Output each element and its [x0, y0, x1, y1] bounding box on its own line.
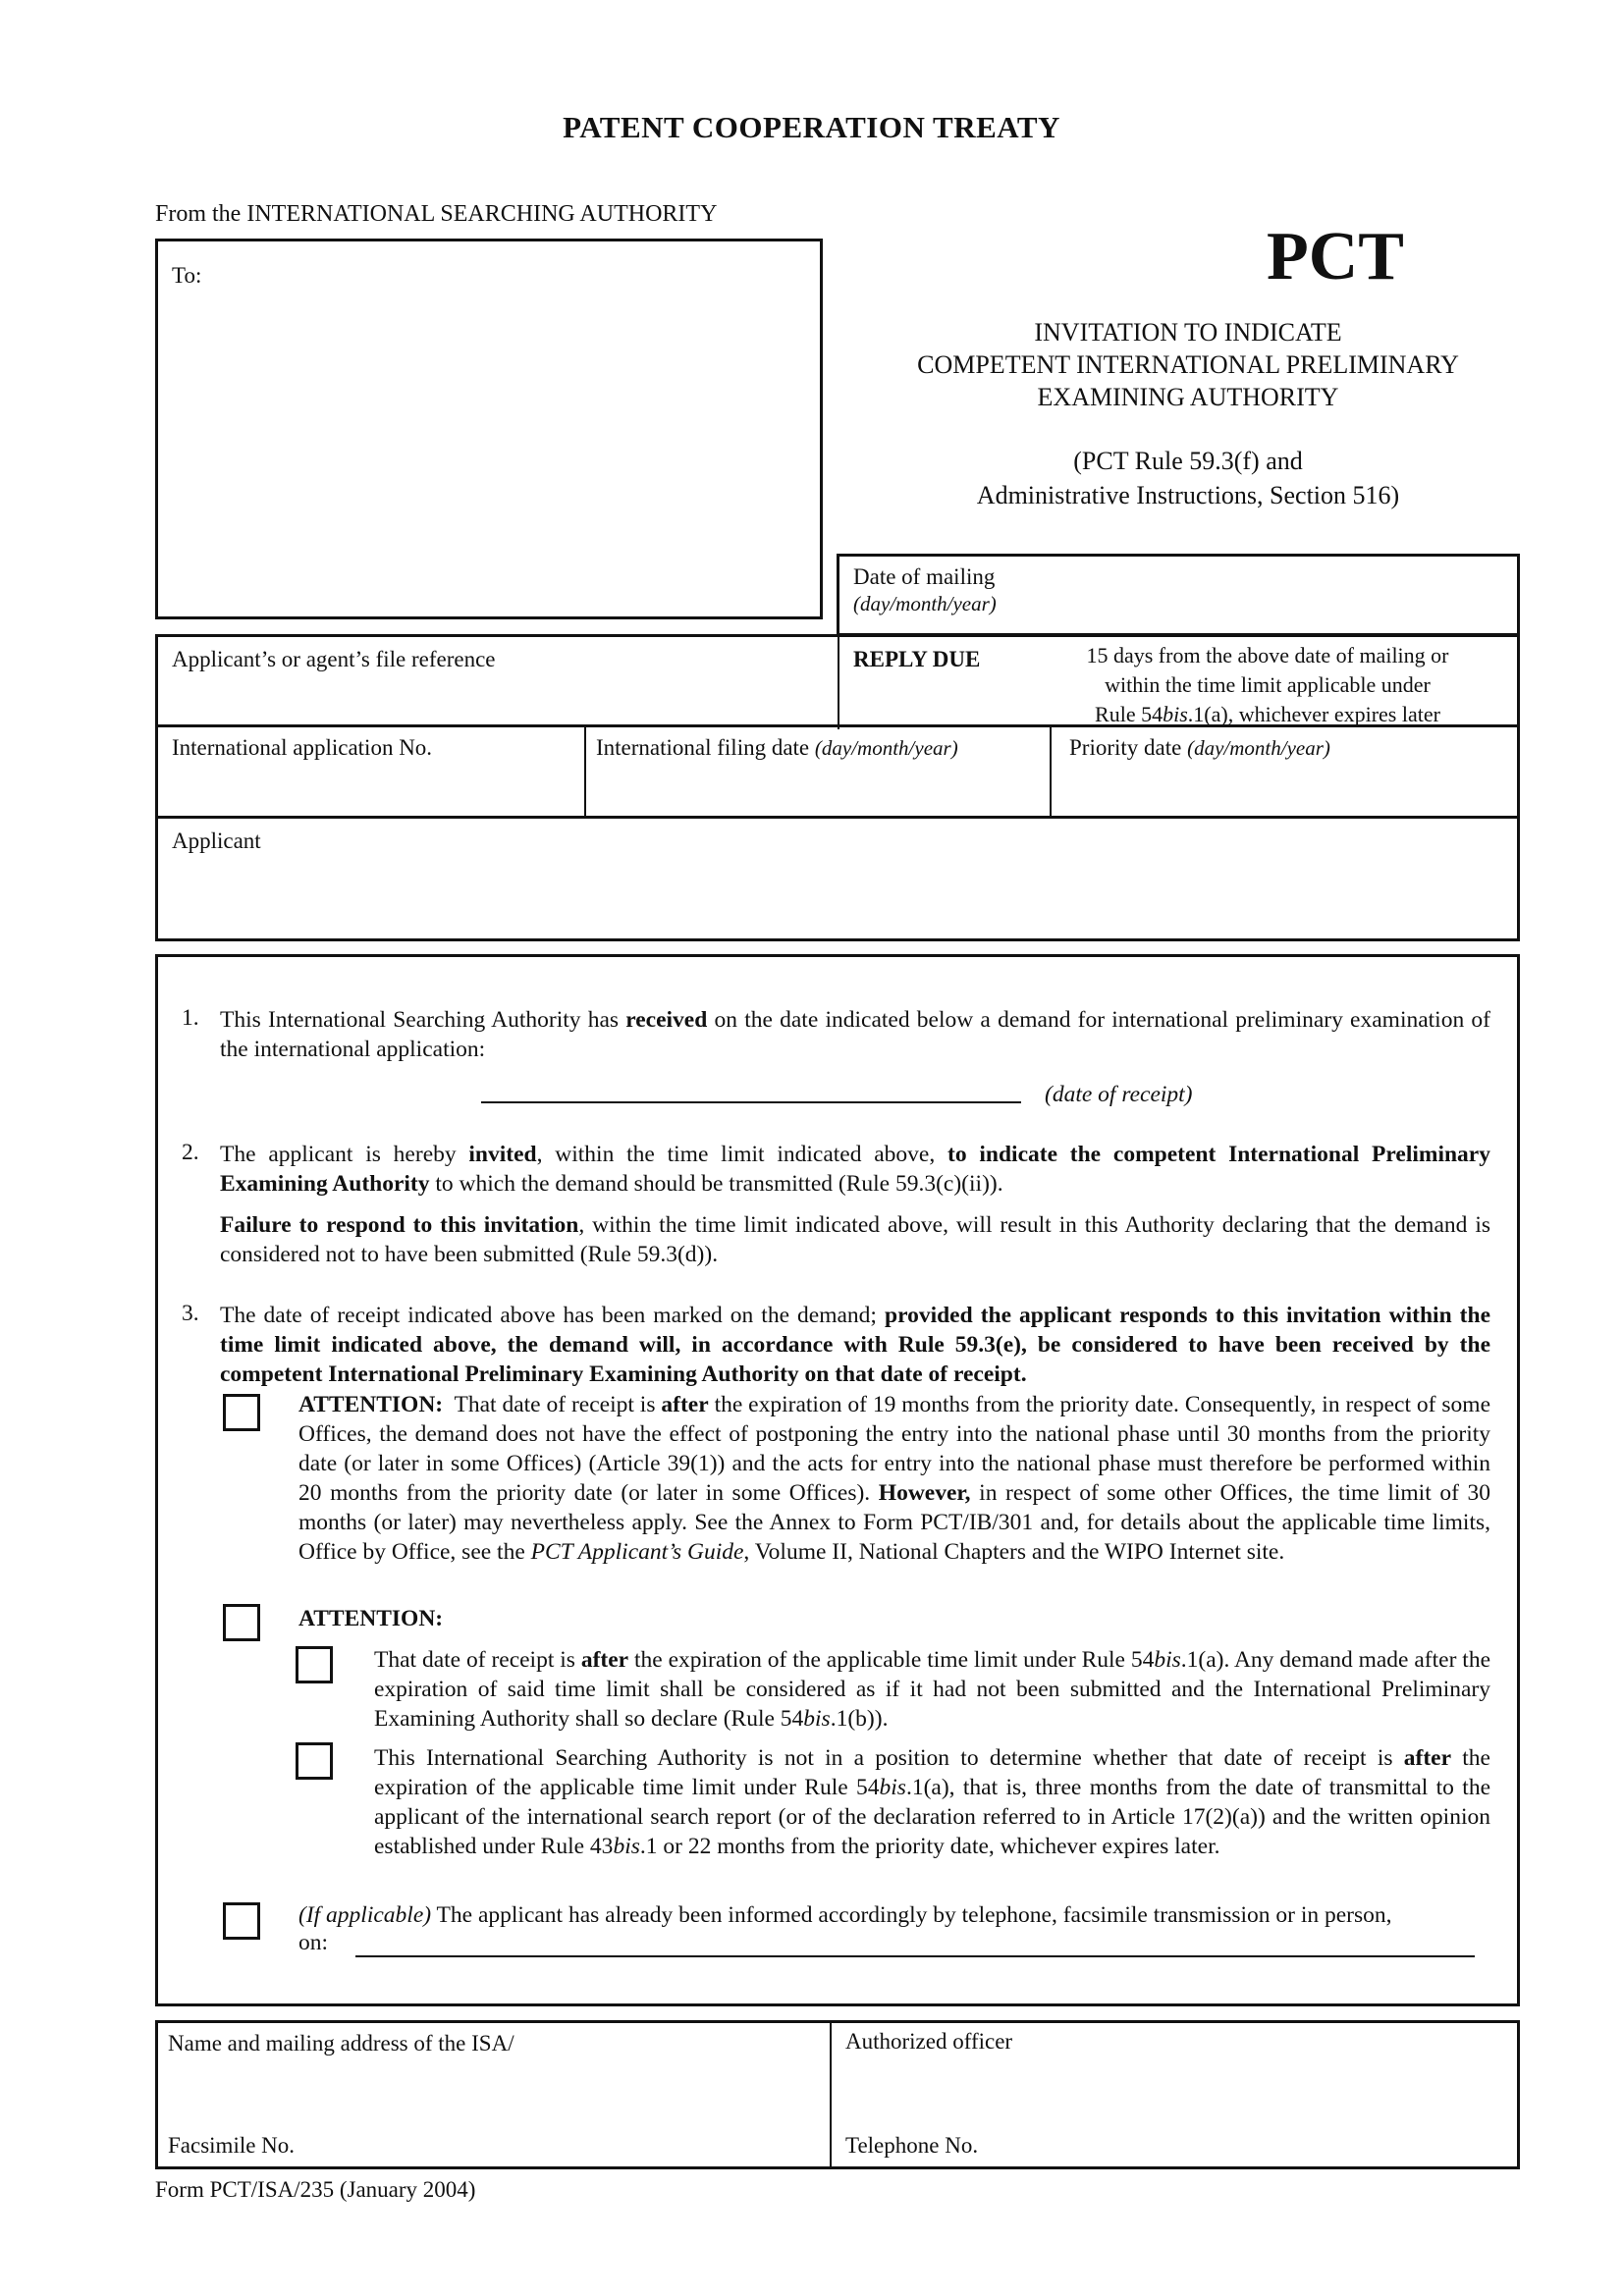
isa-address-label: Name and mailing address of the ISA/ [168, 2031, 514, 2056]
date-of-mailing-label: Date of mailing [853, 564, 996, 589]
row-divider [584, 727, 586, 818]
attention-label: ATTENTION: [298, 1606, 444, 1631]
text-span: , within the time limit indicated above, will result in this Authority declaring that the demand is considered not to have been submitted (Rule 59.3(d)). [220, 1212, 1490, 1267]
pct-logo-text: PCT [1267, 219, 1404, 294]
undetermined-text [374, 1743, 1490, 1861]
after-time-limit-checkbox[interactable] [296, 1646, 333, 1683]
authorized-officer-label: Authorized officer [845, 2029, 1013, 2054]
if-applicable-checkbox[interactable] [223, 1902, 260, 1940]
reply-due-label: REPLY DUE [853, 647, 981, 671]
rule-reference-line: Administrative Instructions, Section 516) [976, 481, 1400, 509]
form-title-line: COMPETENT INTERNATIONAL PRELIMINARY [917, 350, 1459, 379]
file-reference-row [155, 634, 1520, 726]
text-span: This International Searching Authority has [220, 1007, 620, 1033]
form-title-line: INVITATION TO INDICATE [1034, 318, 1342, 347]
row-divider [830, 2023, 832, 2168]
priority-date-text: Priority date [1069, 735, 1182, 760]
text-span: The applicant has already been informed accordingly by telephone, facsimile transmission or in person, [436, 1902, 1392, 1928]
bold-span: to indicate the competent International Preliminary Examining Authority [220, 1142, 1490, 1197]
text-span: , within the time limit indicated above, [536, 1142, 936, 1167]
bold-span: provided the applicant responds to this invitation within the time limit indicated above, the demand will, in accordance with Rule 59.3(e), be considered to have been received by the competent International Preliminary Examining Authority on that date of receipt. [220, 1303, 1490, 1387]
text-span: , Volume II, National Chapters and the WIPO Internet site. [743, 1539, 1285, 1565]
form-id: Form PCT/ISA/235 (January 2004) [155, 2177, 476, 2202]
italic-span: bis [613, 1834, 640, 1859]
informed-date-line[interactable] [355, 1955, 1475, 1957]
intl-filing-date-label [596, 735, 958, 761]
date-of-receipt-label: (date of receipt) [1045, 1082, 1193, 1107]
rule-reference-line: (PCT Rule 59.3(f) and [1073, 447, 1303, 475]
attention-19-months-text [298, 1390, 1490, 1567]
italic-span: bis [879, 1775, 906, 1800]
bold-span: after [580, 1647, 629, 1673]
text-span: That date of receipt is [374, 1647, 575, 1673]
row-divider [1050, 727, 1052, 818]
text-span: .1 or 22 months from the priority date, whichever expires later. [639, 1834, 1220, 1859]
form-title-line: EXAMINING AUTHORITY [1037, 383, 1339, 411]
priority-date-label [1069, 735, 1330, 761]
bold-span: invited [468, 1142, 537, 1167]
date-of-mailing-box[interactable] [837, 554, 1520, 636]
text-span: the expiration of the applicable time limit under Rule 54 [374, 1745, 1490, 1800]
bold-span: Failure to respond to this invitation [220, 1212, 579, 1238]
row-divider [838, 637, 839, 729]
bold-span: However, [878, 1480, 971, 1506]
filing-date-text: International filing date [596, 735, 810, 760]
reply-due-line: 15 days from the above date of mailing or [1086, 643, 1449, 667]
text-span: The applicant is hereby [220, 1142, 457, 1167]
date-of-receipt-line[interactable] [481, 1101, 1021, 1103]
item-number: 1. [182, 1005, 199, 1031]
applicant-box[interactable] [155, 817, 1520, 941]
reply-due-rule-end: .1(a), whichever expires later [1187, 702, 1440, 726]
item-2-text [220, 1140, 1490, 1199]
text-span: The date of receipt indicated above has been marked on the demand; [220, 1303, 877, 1328]
bold-span: after [1403, 1745, 1452, 1771]
italic-span: (If applicable) [298, 1902, 432, 1928]
text-span: This International Searching Authority is not in a position to determine whether that date of receipt is [374, 1745, 1393, 1771]
italic-span: PCT Applicant’s Guide [530, 1539, 744, 1565]
text-span: the expiration of 19 months from the priority date. Consequently, in respect of some Offices, the demand does not have the effect of postponing the entry into the national phase until 30 months from the priority date (or later in some Offices) (Article 39(1)) and the acts for entry into the national phase must therefore be performed within 20 months from the priority date (or later in some Offices). [298, 1392, 1491, 1506]
text-span: on the date indicated below a demand for international preliminary examination of the international application: [220, 1007, 1490, 1062]
if-applicable-text [298, 1900, 1490, 1930]
item-1-text [220, 1005, 1490, 1064]
text-span: in respect of some other Offices, the time limit of 30 months (or later) may nevertheless apply. See the Annex to Form PCT/IB/301 and, for details about the applicable time limits, Office by Office, see the [298, 1480, 1491, 1565]
telephone-label: Telephone No. [845, 2133, 979, 2158]
text-span: the expiration of the applicable time limit under Rule 54 [633, 1647, 1155, 1673]
isa-address-box [155, 2020, 1520, 2169]
item-2-warning [220, 1210, 1490, 1269]
facsimile-label: Facsimile No. [168, 2133, 296, 2158]
item-3-text [220, 1301, 1490, 1389]
text-span: .1(b)). [830, 1706, 889, 1732]
reply-due-bis: bis [1163, 702, 1188, 726]
text-span: That date of receipt is [454, 1392, 656, 1417]
reply-due-text [1022, 641, 1513, 729]
file-reference-label: Applicant’s or agent’s file reference [172, 647, 496, 671]
page-title: PATENT COOPERATION TREATY [563, 110, 1060, 144]
applicant-label: Applicant [172, 828, 261, 853]
text-span: to which the demand should be transmitted (Rule 59.3(c)(ii)). [435, 1171, 1003, 1197]
form-title [844, 316, 1532, 413]
date-format-hint: (day/month/year) [814, 736, 958, 760]
application-row [155, 724, 1520, 819]
text-span: .1(a). Any demand made after the expiration of said time limit shall be considered as if it had not been submitted and the International Preliminary Examining Authority shall so declare (Rule 54 [374, 1647, 1490, 1732]
intl-app-no-label: International application No. [172, 735, 433, 760]
text-span: .1(a), that is, three months from the date of transmittal to the applicant of the international search report (or of the declaration referred to in Article 17(2)(a)) and the written opinion established under Rule 43 [374, 1775, 1490, 1859]
attention-19-months-checkbox[interactable] [223, 1394, 260, 1431]
to-address-box[interactable] [155, 239, 823, 619]
to-label: To: [172, 263, 202, 288]
reply-due-rule: Rule 54 [1095, 702, 1163, 726]
on-label: on: [298, 1930, 329, 1955]
item-number: 3. [182, 1301, 199, 1326]
undetermined-checkbox[interactable] [296, 1742, 333, 1780]
italic-span: bis [1154, 1647, 1181, 1673]
bold-span: received [625, 1007, 708, 1033]
date-format-hint: (day/month/year) [1187, 736, 1330, 760]
rule-reference [844, 444, 1532, 512]
after-time-limit-text [374, 1645, 1490, 1734]
italic-span: bis [803, 1706, 831, 1732]
item-number: 2. [182, 1140, 199, 1165]
reply-due-line: within the time limit applicable under [1105, 672, 1431, 697]
bold-span: after [661, 1392, 709, 1417]
from-authority: From the INTERNATIONAL SEARCHING AUTHORITY [155, 201, 718, 227]
attention-time-limit-checkbox[interactable] [223, 1604, 260, 1641]
attention-label: ATTENTION: [298, 1392, 444, 1417]
date-format-hint: (day/month/year) [853, 592, 997, 615]
